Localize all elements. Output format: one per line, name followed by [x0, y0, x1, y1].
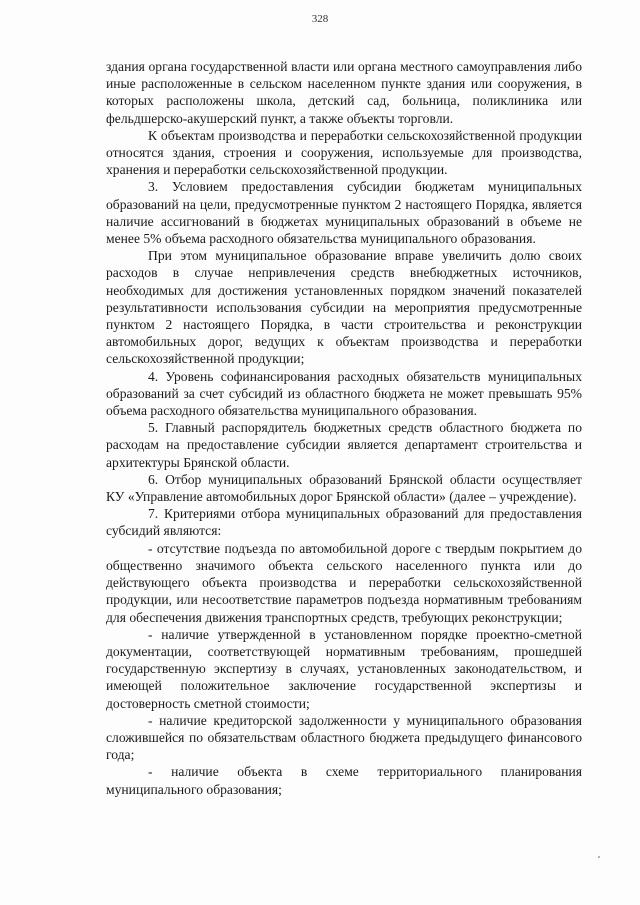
- scan-speck: [598, 856, 600, 858]
- paragraph-production-objects: К объектам производства и переработки сельскохозяйственной продукции относятся здания, строения и сооружения, используемые для производства, хранения и переработки сельскохозяйственной продукции.: [106, 127, 582, 178]
- criterion-list-item: - наличие кредиторской задолженности у муниципального образования сложившейся по обязательствам областного бюджета предыдущего финансового года;: [106, 712, 582, 763]
- paragraph-item-4: 4. Уровень софинансирования расходных обязательств муниципальных образований за счет субсидий из областного бюджета не может превышать 95% объема расходного обязательства муниципального образования.: [106, 368, 582, 419]
- document-body: [106, 58, 582, 798]
- criterion-list-item: - наличие объекта в схеме территориального планирования муниципального образования;: [106, 764, 582, 797]
- paragraph-item-7: 7. Критериями отбора муниципальных образований для предоставления субсидий являются:: [106, 506, 582, 539]
- paragraph-continuation: здания органа государственной власти или органа местного самоуправления либо иные расположенные в сельском населенном пункте здания или сооружения, в которых расположены школа, детский сад, больница, поликлиника или фельдшерско-акушерский пункт, а также объекты торговли.: [106, 59, 582, 126]
- paragraph-item-5: 5. Главный распорядитель бюджетных средств областного бюджета по расходам на предоставление субсидии является департамент строительства и архитектуры Брянской области.: [106, 420, 582, 470]
- criterion-list-item: - отсутствие подъезда по автомобильной дороге с твердым покрытием до общественно значимого объекта сельского населенного пункта или до действующего объекта производства и переработки сельскохозяйственной продукции, или несоответствие параметров подъезда нормативным требованиям для обеспечения движения транспортных средств, требующих реконструкции;: [106, 540, 582, 625]
- paragraph-item-6: 6. Отбор муниципальных образований Брянской области осуществляет КУ «Управление автомобильных дорог Брянской области» (далее – учреждение).: [106, 471, 582, 505]
- paragraph-item-3-extra: При этом муниципальное образование вправе увеличить долю своих расходов в случае непривлечения средств внебюджетных источников, необходимых для достижения установленных порядком значений показателей результативности использования субсидии на мероприятия предусмотренные пунктом 2 настоящего Порядка, в части строительства и реконструкции автомобильных дорог, ведущих к объектам производства и переработки сельскохозяйственной продукции;: [106, 248, 582, 367]
- page-number: 328: [311, 13, 329, 25]
- criterion-list-item: - наличие утвержденной в установленном порядке проектно-сметной документации, соответствующей нормативным требованиям, прошедшей государственную экспертизу в случаях, установленных законодательством, и имеющей положительное заключение государственной экспертизы и достоверность сметной стоимости;: [106, 626, 582, 711]
- paragraph-item-3: 3. Условием предоставления субсидии бюджетам муниципальных образований на цели, предусмотренные пунктом 2 настоящего Порядка, является наличие ассигнований в бюджетах муниципальных образований в объеме не менее 5% объема расходного обязательства муниципального образования.: [106, 179, 582, 247]
